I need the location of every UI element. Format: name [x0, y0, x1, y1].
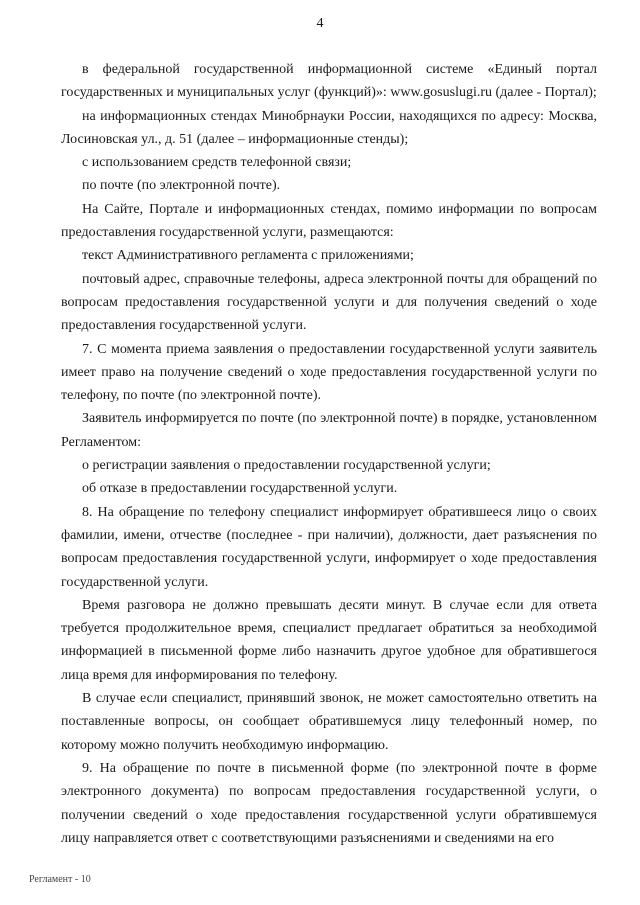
page-footer: Регламент - 10	[29, 874, 91, 885]
paragraph-phone: с использованием средств телефонной связи;	[82, 155, 352, 171]
paragraph-item-7: 7. С момента приема заявления о предоставлении государственной услуги заявитель имеет право на получение сведений о ходе предоставления государственной услуги по телефону, по почте (по электронной почте).	[61, 341, 597, 404]
paragraph-mail: по почте (по электронной почте).	[82, 178, 281, 194]
paragraph-portal: в федеральной государственной информационной системе «Единый портал государственных и муниципальных услуг (функций)»: www.gosuslugi.ru (далее - Портал);	[61, 62, 597, 101]
paragraph-reglament-text: текст Административного регламента с приложениями;	[82, 248, 414, 264]
document-body	[61, 58, 597, 850]
paragraph-refusal: об отказе в предоставлении государственной услуги.	[82, 481, 398, 497]
paragraph-contacts: почтовый адрес, справочные телефоны, адреса электронной почты для обращений по вопросам предоставления государственной услуги и для получения сведений о ходе предоставления государственной услуги.	[61, 271, 597, 334]
paragraph-registration: о регистрации заявления о предоставлении государственной услуги;	[82, 458, 491, 474]
paragraph-call-duration: Время разговора не должно превышать десяти минут. В случае если для ответа требуется продолжительное время, специалист предлагает обратиться за необходимой информацией в письменной форме либо назначить другое удобное для обратившегося лица время для информирования по телефону.	[61, 597, 597, 683]
paragraph-placed-info: На Сайте, Портале и информационных стендах, помимо информации по вопросам предоставления государственной услуги, размещаются:	[61, 201, 597, 241]
paragraph-item-8: 8. На обращение по телефону специалист информирует обратившееся лицо о своих фамилии, имени, отчестве (последнее - при наличии), должности, дает разъяснения по вопросам предоставления государственной услуги, информирует о ходе предоставления государственной услуги.	[61, 504, 597, 590]
page-number: 4	[316, 16, 324, 31]
paragraph-applicant-informed: Заявитель информируется по почте (по электронной почте) в порядке, установленном Регламентом:	[61, 411, 597, 450]
paragraph-specialist-unable: В случае если специалист, принявший звонок, не может самостоятельно ответить на поставленные вопросы, он сообщает обратившемуся лицу телефонный номер, по которому можно получить необходимую информацию.	[61, 691, 597, 753]
paragraph-stands: на информационных стендах Минобрнауки России, находящихся по адресу: Москва, Лосиновская ул., д. 51 (далее – информационные стенды);	[61, 108, 597, 147]
paragraph-item-9: 9. На обращение по почте в письменной форме (по электронной почте в форме электронного документа) по вопросам предоставления государственной услуги, о получении сведений о ходе предоставления государственной услуги обратившемуся лицу направляется ответ с соответствующими разъяснениями и сведениями на его	[61, 760, 597, 846]
